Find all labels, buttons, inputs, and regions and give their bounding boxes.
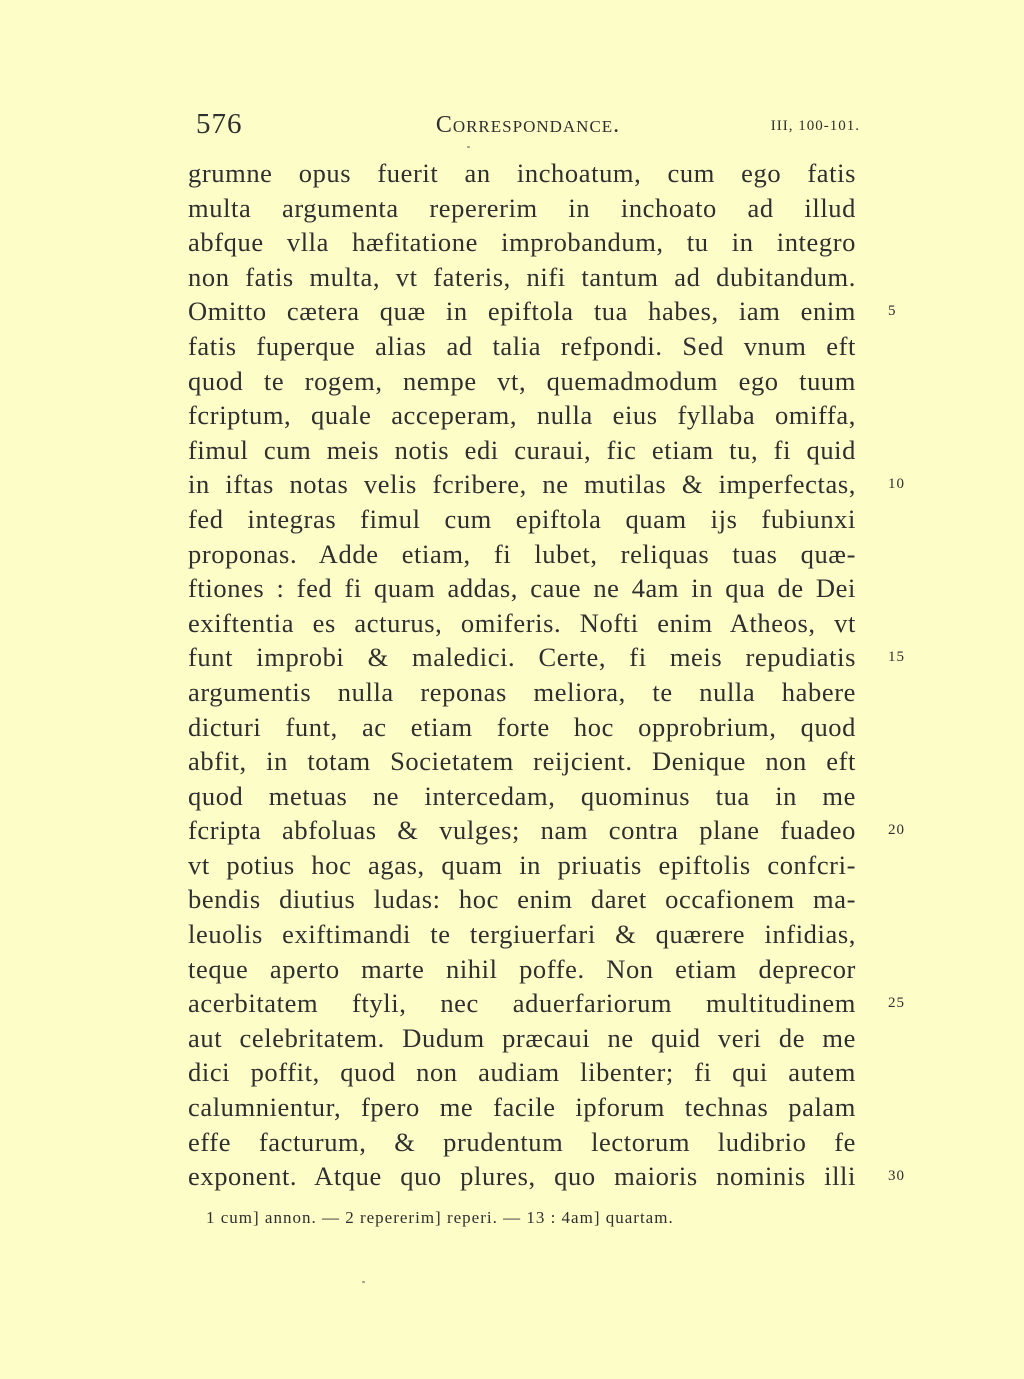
text-line [188,710,856,745]
text-line [188,571,856,606]
line-number: 25 [888,995,905,1012]
text-line [188,225,856,260]
page-header [196,108,860,144]
text-line [188,1159,905,1194]
speck-decoration [467,146,470,148]
line-text: abfit, in totam Societatem reijcient. Denique non eft [188,746,856,777]
text-line [188,882,856,917]
text-line [188,1055,856,1090]
line-text: abfque vlla hæfitatione improbandum, tu in integro [188,227,856,258]
text-line [188,433,856,468]
text-line [188,917,856,952]
footnote: 1 cum] annon. — 2 repererim] reperi. — 13 : 4am] quartam. [206,1208,674,1227]
page-number: 576 [196,108,243,140]
body-text [188,156,905,1194]
line-text: effe facturum, & prudentum lectorum ludibrio fe [188,1126,856,1157]
line-text: calumnientur, fpero me facile ipforum technas palam [188,1092,856,1123]
line-text: dicturi funt, ac etiam forte hoc opprobrium, quod [188,711,856,742]
text-line [188,537,856,572]
line-number: 20 [888,822,905,839]
line-text: argumentis nulla reponas meliora, te nulla habere [188,676,856,707]
text-line [188,260,856,295]
line-text: quod te rogem, nempe vt, quemadmodum ego tuum [188,365,856,396]
text-line [188,1125,856,1160]
section-reference: III, 100-101. [770,118,860,134]
text-line [188,294,897,329]
text-line [188,1090,856,1125]
line-text: bendis diutius ludas: hoc enim daret occafionem ma- [188,884,856,915]
text-line [188,329,856,364]
speck-decoration [362,1281,365,1283]
line-text: fimul cum meis notis edi curaui, fic etiam tu, fi quid [188,434,856,465]
text-line [188,675,856,710]
line-text: leuolis exiftimandi te tergiuerfari & quærere infidias, [188,919,856,950]
line-text: exponent. Atque quo plures, quo maioris nominis illi [188,1161,856,1192]
line-number: 30 [888,1168,905,1185]
text-line [188,156,856,191]
text-line [188,744,856,779]
text-line [188,364,856,399]
line-number: 15 [888,649,905,666]
text-line [188,502,856,537]
line-text: funt improbi & maledici. Certe, fi meis repudiatis [188,642,856,673]
line-text: fatis fuperque alias ad talia refpondi. Sed vnum eft [188,330,856,361]
line-text: quod metuas ne intercedam, quominus tua in me [188,780,856,811]
line-text: grumne opus fuerit an inchoatum, cum ego fatis [188,158,856,188]
text-line [188,398,856,433]
line-text: proponas. Adde etiam, fi lubet, reliquas tuas quæ- [188,538,856,569]
line-text: acerbitatem ftyli, nec aduerfariorum multitudinem [188,988,856,1019]
line-text: in iftas notas velis fcribere, ne mutilas & imperfectas, [188,469,856,500]
line-number: 10 [888,476,905,493]
line-number: 5 [888,303,897,320]
line-text: fcripta abfoluas & vulges; nam contra plane fuadeo [188,815,856,846]
line-text: fcriptum, quale acceperam, nulla eius fyllaba omiffa, [188,400,856,431]
text-line [188,986,905,1021]
line-text: fed integras fimul cum epiftola quam ijs fubiunxi [188,503,856,534]
line-text: ftiones : fed fi quam addas, caue ne 4am in qua de Dei [188,573,856,604]
text-line [188,813,905,848]
line-text: aut celebritatem. Dudum præcaui ne quid veri de me [188,1022,856,1053]
line-text: teque aperto marte nihil poffe. Non etiam deprecor [188,953,856,984]
text-line [188,467,905,502]
line-text: dici poffit, quod non audiam libenter; fi qui autem [188,1057,856,1088]
line-text: non fatis multa, vt fateris, nifi tantum ad dubitandum. [188,261,856,292]
line-text: multa argumenta repererim in inchoato ad illud [188,192,856,223]
text-line [188,952,856,987]
text-line [188,848,856,883]
text-line [188,606,856,641]
line-text: Omitto cætera quæ in epiftola tua habes, iam enim [188,296,856,327]
text-line [188,191,856,226]
text-line [188,779,856,814]
line-text: exiftentia es acturus, omiferis. Nofti enim Atheos, vt [188,607,856,638]
running-title: Correspondance. [435,112,621,138]
line-text: vt potius hoc agas, quam in priuatis epiftolis confcri- [188,849,856,880]
text-line [188,640,905,675]
text-line [188,1021,856,1056]
